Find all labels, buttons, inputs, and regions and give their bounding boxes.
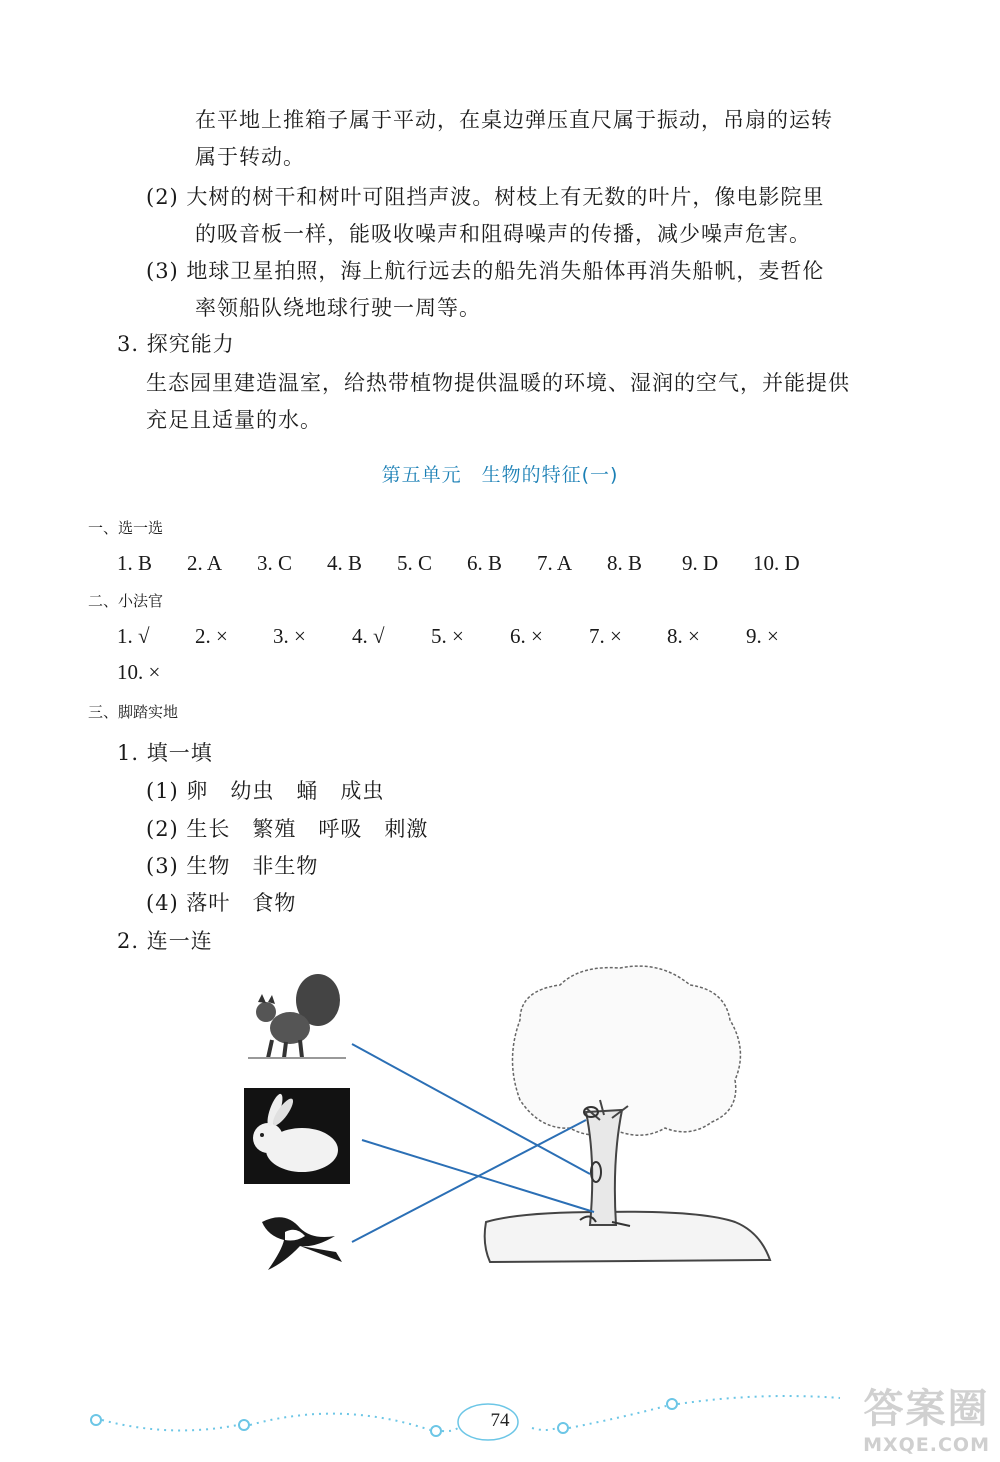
answer-text-line: 属于转动。 — [195, 145, 305, 169]
answer-item: 6. B — [467, 551, 503, 575]
tree-image — [485, 966, 770, 1262]
fill-answer: (4) 落叶 食物 — [146, 891, 297, 915]
answer-item: 4. B — [327, 551, 363, 575]
fill-answer: (2) 生长 繁殖 呼吸 刺激 — [146, 817, 429, 841]
answer-text-line: (2) 大树的树干和树叶可阻挡声波。树枝上有无数的叶片，像电影院里 — [146, 185, 825, 209]
answer-text-line: (3) 地球卫星拍照，海上航行远去的船先消失船体再消失船帆，麦哲伦 — [146, 259, 825, 283]
watermark — [863, 1377, 990, 1456]
fill-answer: (1) 卵 幼虫 蛹 成虫 — [146, 779, 385, 803]
answer-item: 4. √ — [352, 624, 385, 648]
answer-item: 9. × — [746, 624, 779, 648]
watermark-url: MXQE.COM — [863, 1434, 990, 1456]
answer-item: 6. × — [510, 624, 543, 648]
page-number: 74 — [490, 1410, 510, 1431]
answer-text-line: 的吸音板一样，能吸收噪声和阻碍噪声的传播，减少噪声危害。 — [195, 222, 811, 246]
answer-item: 2. × — [195, 624, 228, 648]
answer-item: 10. D — [753, 551, 800, 575]
answer-item: 8. B — [607, 551, 643, 575]
answer-item: 5. × — [431, 624, 464, 648]
section-label: 一、选一选 — [88, 519, 164, 537]
answer-item: 5. C — [397, 551, 433, 575]
unit-title: 第五单元 生物的特征(一) — [381, 464, 619, 486]
answer-item: 10. × — [117, 660, 161, 684]
answer-item: 8. × — [667, 624, 700, 648]
answer-item: 3. C — [257, 551, 293, 575]
question-heading: 3. 探究能力 — [117, 332, 235, 356]
watermark-logo-text: 答案圈 — [863, 1386, 990, 1432]
answer-item: 1. √ — [117, 624, 150, 648]
answer-item: 9. D — [682, 551, 719, 575]
question-heading: 2. 连一连 — [117, 929, 213, 953]
magpie-image — [244, 1202, 350, 1278]
fill-answer: (3) 生物 非生物 — [146, 854, 319, 878]
answer-text-line: 充足且适量的水。 — [146, 408, 322, 432]
answer-item: 1. B — [117, 551, 153, 575]
answer-item: 3. × — [273, 624, 306, 648]
answer-item: 7. A — [537, 551, 573, 575]
section-label: 二、小法官 — [88, 592, 164, 610]
question-heading: 1. 填一填 — [117, 741, 213, 765]
answer-text-line: 率领船队绕地球行驶一周等。 — [195, 296, 481, 320]
section-label: 三、脚踏实地 — [88, 703, 179, 721]
answer-item: 7. × — [589, 624, 622, 648]
answer-text-line: 生态园里建造温室，给热带植物提供温暖的环境、湿润的空气，并能提供 — [146, 371, 850, 395]
answer-text-line: 在平地上推箱子属于平动，在桌边弹压直尺属于振动，吊扇的运转 — [195, 108, 833, 132]
squirrel-image — [244, 974, 348, 1063]
rabbit-image — [244, 1088, 350, 1184]
footer-decoration — [91, 1396, 840, 1436]
answer-item: 2. A — [187, 551, 223, 575]
